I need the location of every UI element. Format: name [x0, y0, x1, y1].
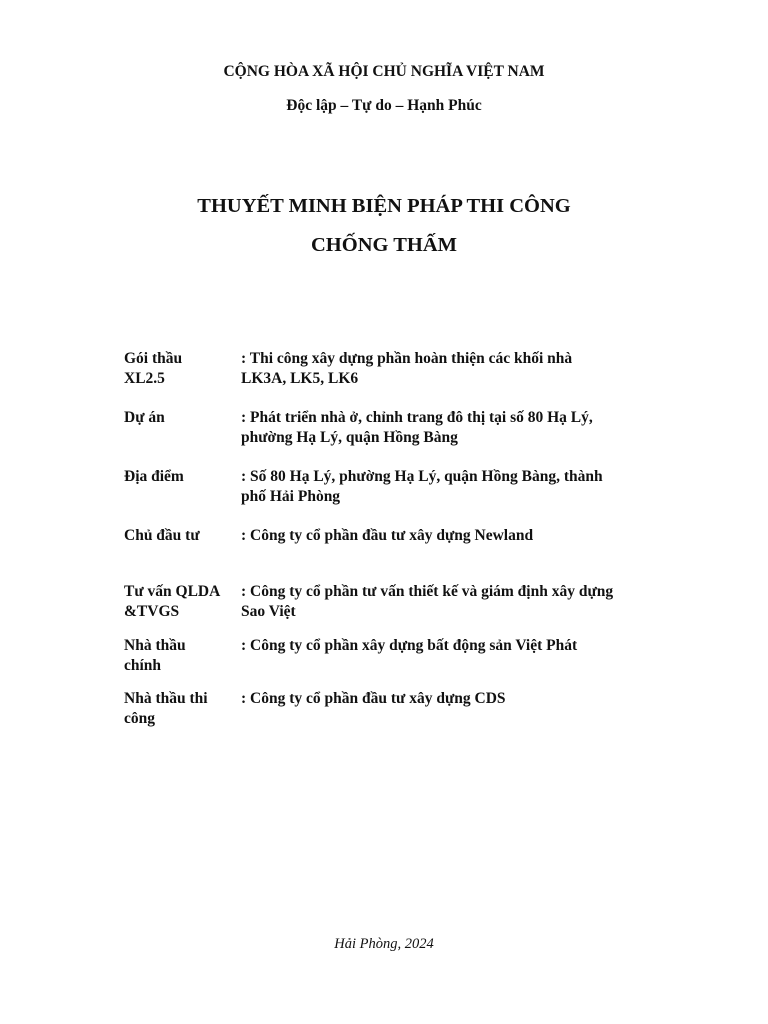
info-value-line: : Công ty cổ phần xây dựng bất động sản Việt Phát [241, 637, 578, 654]
info-value-line: : Công ty cổ phần đầu tư xây dựng CDS [241, 690, 506, 707]
info-label [124, 526, 234, 546]
info-label-line: công [124, 710, 155, 727]
info-label-line: Dự án [124, 409, 165, 426]
info-value-line: phường Hạ Lý, quận Hồng Bàng [241, 429, 458, 446]
info-value-line: : Công ty cổ phần đầu tư xây dựng Newland [241, 527, 534, 544]
info-value-line: LK3A, LK5, LK6 [241, 370, 359, 387]
info-value [241, 689, 653, 709]
info-value-line: : Thi công xây dựng phần hoàn thiện các khối nhà [241, 350, 573, 367]
info-value-line: : Công ty cổ phần tư vấn thiết kế và giám định xây dựng [241, 583, 614, 600]
info-label [124, 582, 234, 622]
info-label [124, 408, 234, 428]
info-value [241, 408, 653, 448]
info-value-line: : Số 80 Hạ Lý, phường Hạ Lý, quận Hồng Bàng, thành [241, 468, 603, 485]
info-label-line: chính [124, 657, 162, 674]
info-label-line: Gói thầu [124, 350, 183, 367]
info-label-line: Nhà thầu thi [124, 690, 208, 707]
info-label-line: Nhà thầu [124, 637, 186, 654]
info-label [124, 349, 234, 389]
info-value [241, 582, 653, 622]
place-and-date: Hải Phòng, 2024 [334, 936, 434, 952]
info-label-line: Chủ đầu tư [124, 527, 200, 544]
info-label-line: &TVGS [124, 603, 180, 620]
info-value [241, 636, 653, 656]
info-value [241, 526, 653, 546]
national-motto: Độc lập – Tự do – Hạnh Phúc [286, 97, 482, 114]
info-value [241, 467, 653, 507]
document-title-line-1: THUYẾT MINH BIỆN PHÁP THI CÔNG [197, 195, 571, 217]
national-header: CỘNG HÒA XÃ HỘI CHỦ NGHĨA VIỆT NAM [223, 63, 545, 80]
info-label [124, 636, 234, 676]
info-value-line: phố Hải Phòng [241, 488, 341, 505]
document-title-line-2: CHỐNG THẤM [311, 234, 457, 256]
info-label-line: Tư vấn QLDA [124, 583, 221, 600]
info-label [124, 689, 234, 729]
info-label-line: XL2.5 [124, 370, 165, 387]
info-value [241, 349, 653, 389]
info-label [124, 467, 234, 487]
info-value-line: Sao Việt [241, 603, 296, 620]
info-label-line: Địa điểm [124, 468, 184, 485]
info-value-line: : Phát triển nhà ở, chỉnh trang đô thị tại số 80 Hạ Lý, [241, 409, 593, 426]
